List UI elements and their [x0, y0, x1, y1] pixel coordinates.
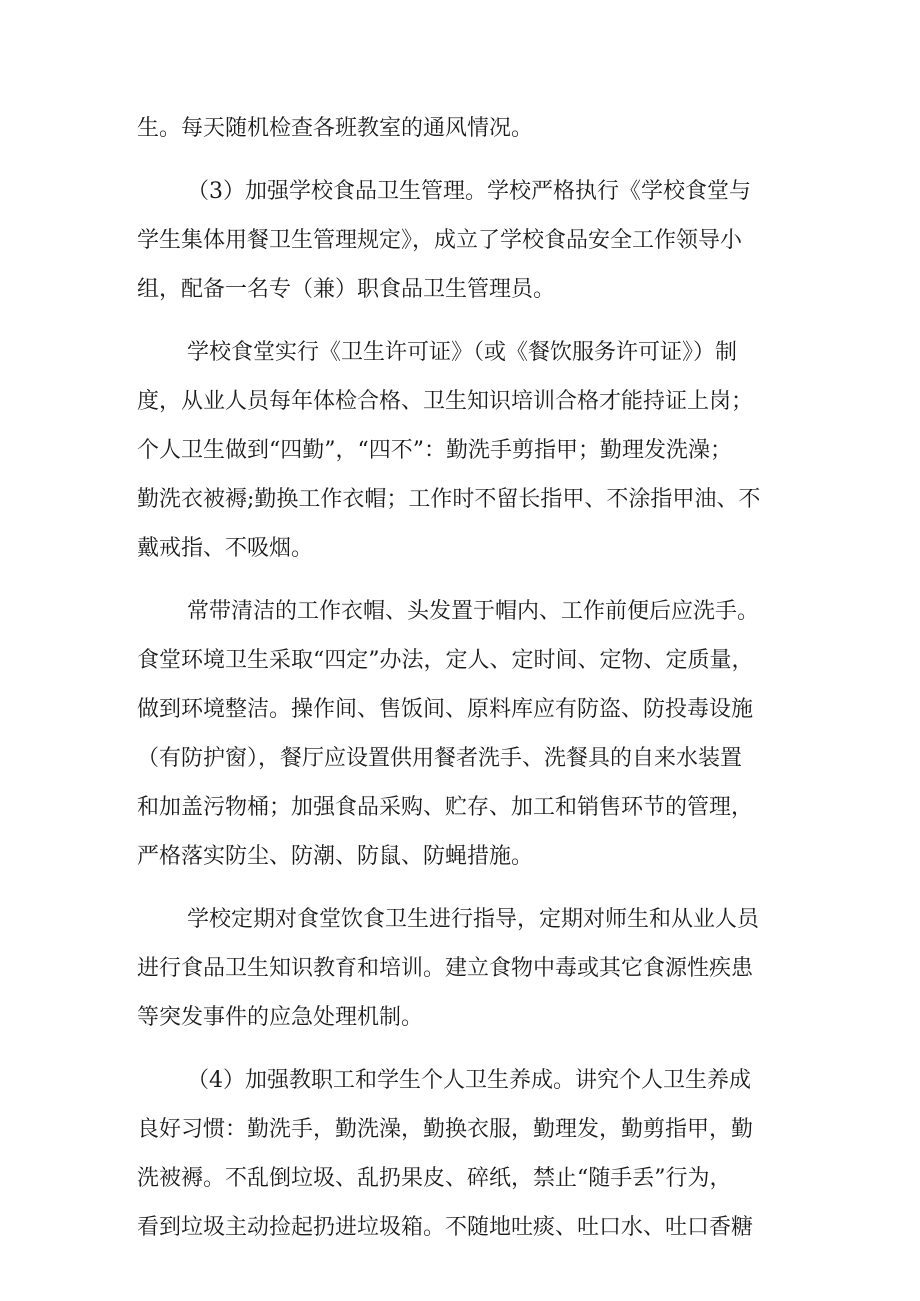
text-line: 度，从业人员每年体检合格、卫生知识培训合格才能持证上岗；: [137, 389, 754, 414]
document-body: [137, 104, 797, 1252]
text-line: 勤洗衣被褥;勤换工作衣帽；工作时不留长指甲、不涂指甲油、不: [137, 487, 761, 512]
text-line: 等突发事件的应急处理机制。: [137, 1005, 424, 1030]
text-line: 严格落实防尘、防潮、防鼠、防蝇措施。: [137, 844, 534, 869]
text-line: 和加盖污物桶；加强食品采购、贮存、加工和销售环节的管理，: [137, 795, 754, 820]
paragraph-line: 学校食堂实行《卫生许可证》（或《餐饮服务许可证》）制: [187, 340, 738, 365]
text-line: 进行食品卫生知识教育和培训。建立食物中毒或其它食源性疾患: [137, 956, 754, 981]
text-line: 组，配备一名专（兼）职食品卫生管理员。: [137, 277, 556, 302]
paragraph-line: 常带清洁的工作衣帽、头发置于帽内、工作前便后应洗手。: [187, 599, 760, 624]
text-line: 洗被褥。不乱倒垃圾、乱扔果皮、碎纸，禁止“随手丢”行为，: [137, 1166, 732, 1191]
text-line: 戴戒指、不吸烟。: [137, 536, 314, 561]
paragraph-line: （3）加强学校食品卫生管理。学校严格执行《学校食堂与: [187, 179, 751, 204]
paragraph-line: 学校定期对食堂饮食卫生进行指导，定期对师生和从业人员: [187, 907, 760, 932]
text-line: 做到环境整洁。操作间、售饭间、原料库应有防盗、防投毒设施: [137, 697, 754, 722]
text-line: 生。每天随机检查各班教室的通风情况。: [137, 116, 534, 141]
text-line: 看到垃圾主动捡起扔进垃圾箱。不随地吐痰、吐口水、吐口香糖: [137, 1215, 754, 1240]
text-line: 学生集体用餐卫生管理规定》，成立了学校食品安全工作领导小: [137, 228, 743, 253]
text-line: 良好习惯：勤洗手，勤洗澡，勤换衣服，勤理发，勤剪指甲，勤: [137, 1117, 754, 1142]
text-line: 食堂环境卫生采取“四定”办法，定人、定时间、定物、定质量，: [137, 648, 754, 673]
text-line: 个人卫生做到“四勤”，“四不”：勤洗手剪指甲；勤理发洗澡；: [137, 438, 732, 463]
text-line: （有防护窗），餐厅应设置供用餐者洗手、洗餐具的自来水装置: [137, 746, 743, 771]
paragraph-line: （4）加强教职工和学生个人卫生养成。讲究个人卫生养成: [187, 1068, 751, 1093]
